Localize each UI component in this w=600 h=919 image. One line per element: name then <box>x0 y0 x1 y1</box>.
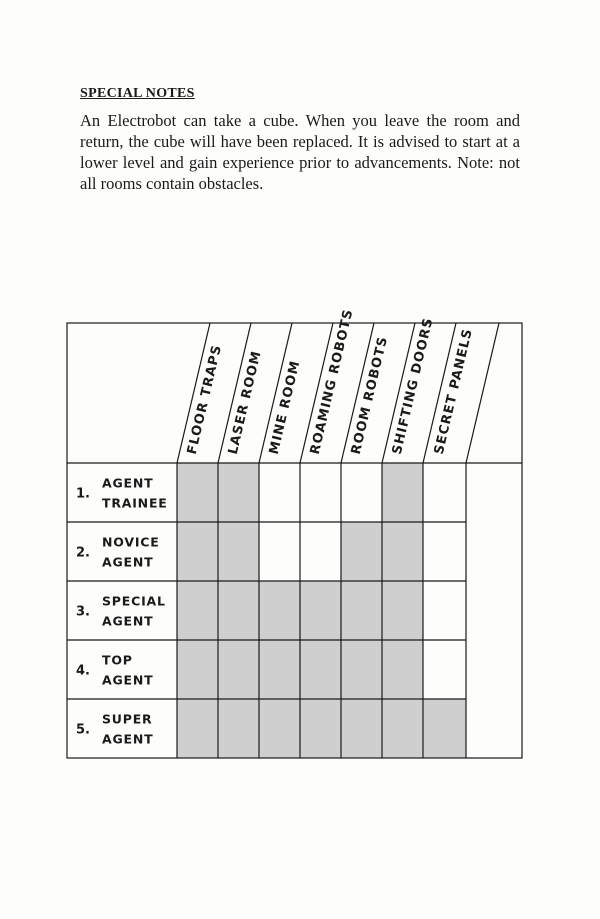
row-label-line2: AGENT <box>102 672 154 688</box>
shaded-cell <box>177 699 218 758</box>
row-number: 4. <box>76 663 90 679</box>
column-header-label: FLOOR TRAPS <box>184 343 226 456</box>
shaded-cell <box>218 463 259 522</box>
shaded-cell <box>300 581 341 640</box>
row-number: 2. <box>76 545 90 561</box>
column-header-label: MINE ROOM <box>266 358 304 456</box>
shaded-cell <box>423 699 466 758</box>
shaded-cell <box>382 522 423 581</box>
shaded-cell <box>300 640 341 699</box>
shaded-cell <box>177 581 218 640</box>
special-notes-heading: SPECIAL NOTES <box>80 86 195 101</box>
shaded-cell <box>341 699 382 758</box>
shaded-cell <box>259 699 300 758</box>
shaded-cell <box>177 640 218 699</box>
shaded-cell <box>259 640 300 699</box>
shaded-cell <box>218 581 259 640</box>
row-label-line1: NOVICE <box>102 534 160 550</box>
shaded-cell <box>382 581 423 640</box>
shaded-cell <box>382 640 423 699</box>
shaded-cell <box>382 463 423 522</box>
shaded-cell <box>259 581 300 640</box>
shaded-cell <box>218 699 259 758</box>
shaded-cell <box>218 640 259 699</box>
row-label-line2: AGENT <box>102 613 154 629</box>
row-number: 5. <box>76 722 90 738</box>
shaded-cell <box>341 522 382 581</box>
shaded-cell <box>218 522 259 581</box>
column-header-label: ROAMING ROBOTS <box>307 307 357 456</box>
column-header-label: ROOM ROBOTS <box>348 334 392 456</box>
row-label-line2: AGENT <box>102 554 154 570</box>
column-header-label: LASER ROOM <box>225 349 265 456</box>
special-notes-text: An Electrobot can take a cube. When you leave the room and return, the cube will have been replaced. It is advised to start at a lower level and gain experience prior to advancements. Note: not all rooms contain obstacles. <box>80 111 520 193</box>
shaded-cell <box>300 699 341 758</box>
row-label-line2: AGENT <box>102 731 154 747</box>
shaded-cell <box>341 581 382 640</box>
row-label-line1: SUPER <box>102 711 153 727</box>
shaded-cell <box>382 699 423 758</box>
row-label-line2: TRAINEE <box>102 495 168 511</box>
shaded-cell <box>177 463 218 522</box>
row-label-line1: TOP <box>102 652 133 668</box>
column-header-label: SECRET PANELS <box>431 327 476 456</box>
row-label-line1: AGENT <box>102 475 154 491</box>
row-label-line1: SPECIAL <box>102 593 166 609</box>
row-number: 1. <box>76 486 90 502</box>
shaded-cell <box>341 640 382 699</box>
row-number: 3. <box>76 604 90 620</box>
shaded-cell <box>177 522 218 581</box>
column-header-label: SHIFTING DOORS <box>389 316 437 456</box>
